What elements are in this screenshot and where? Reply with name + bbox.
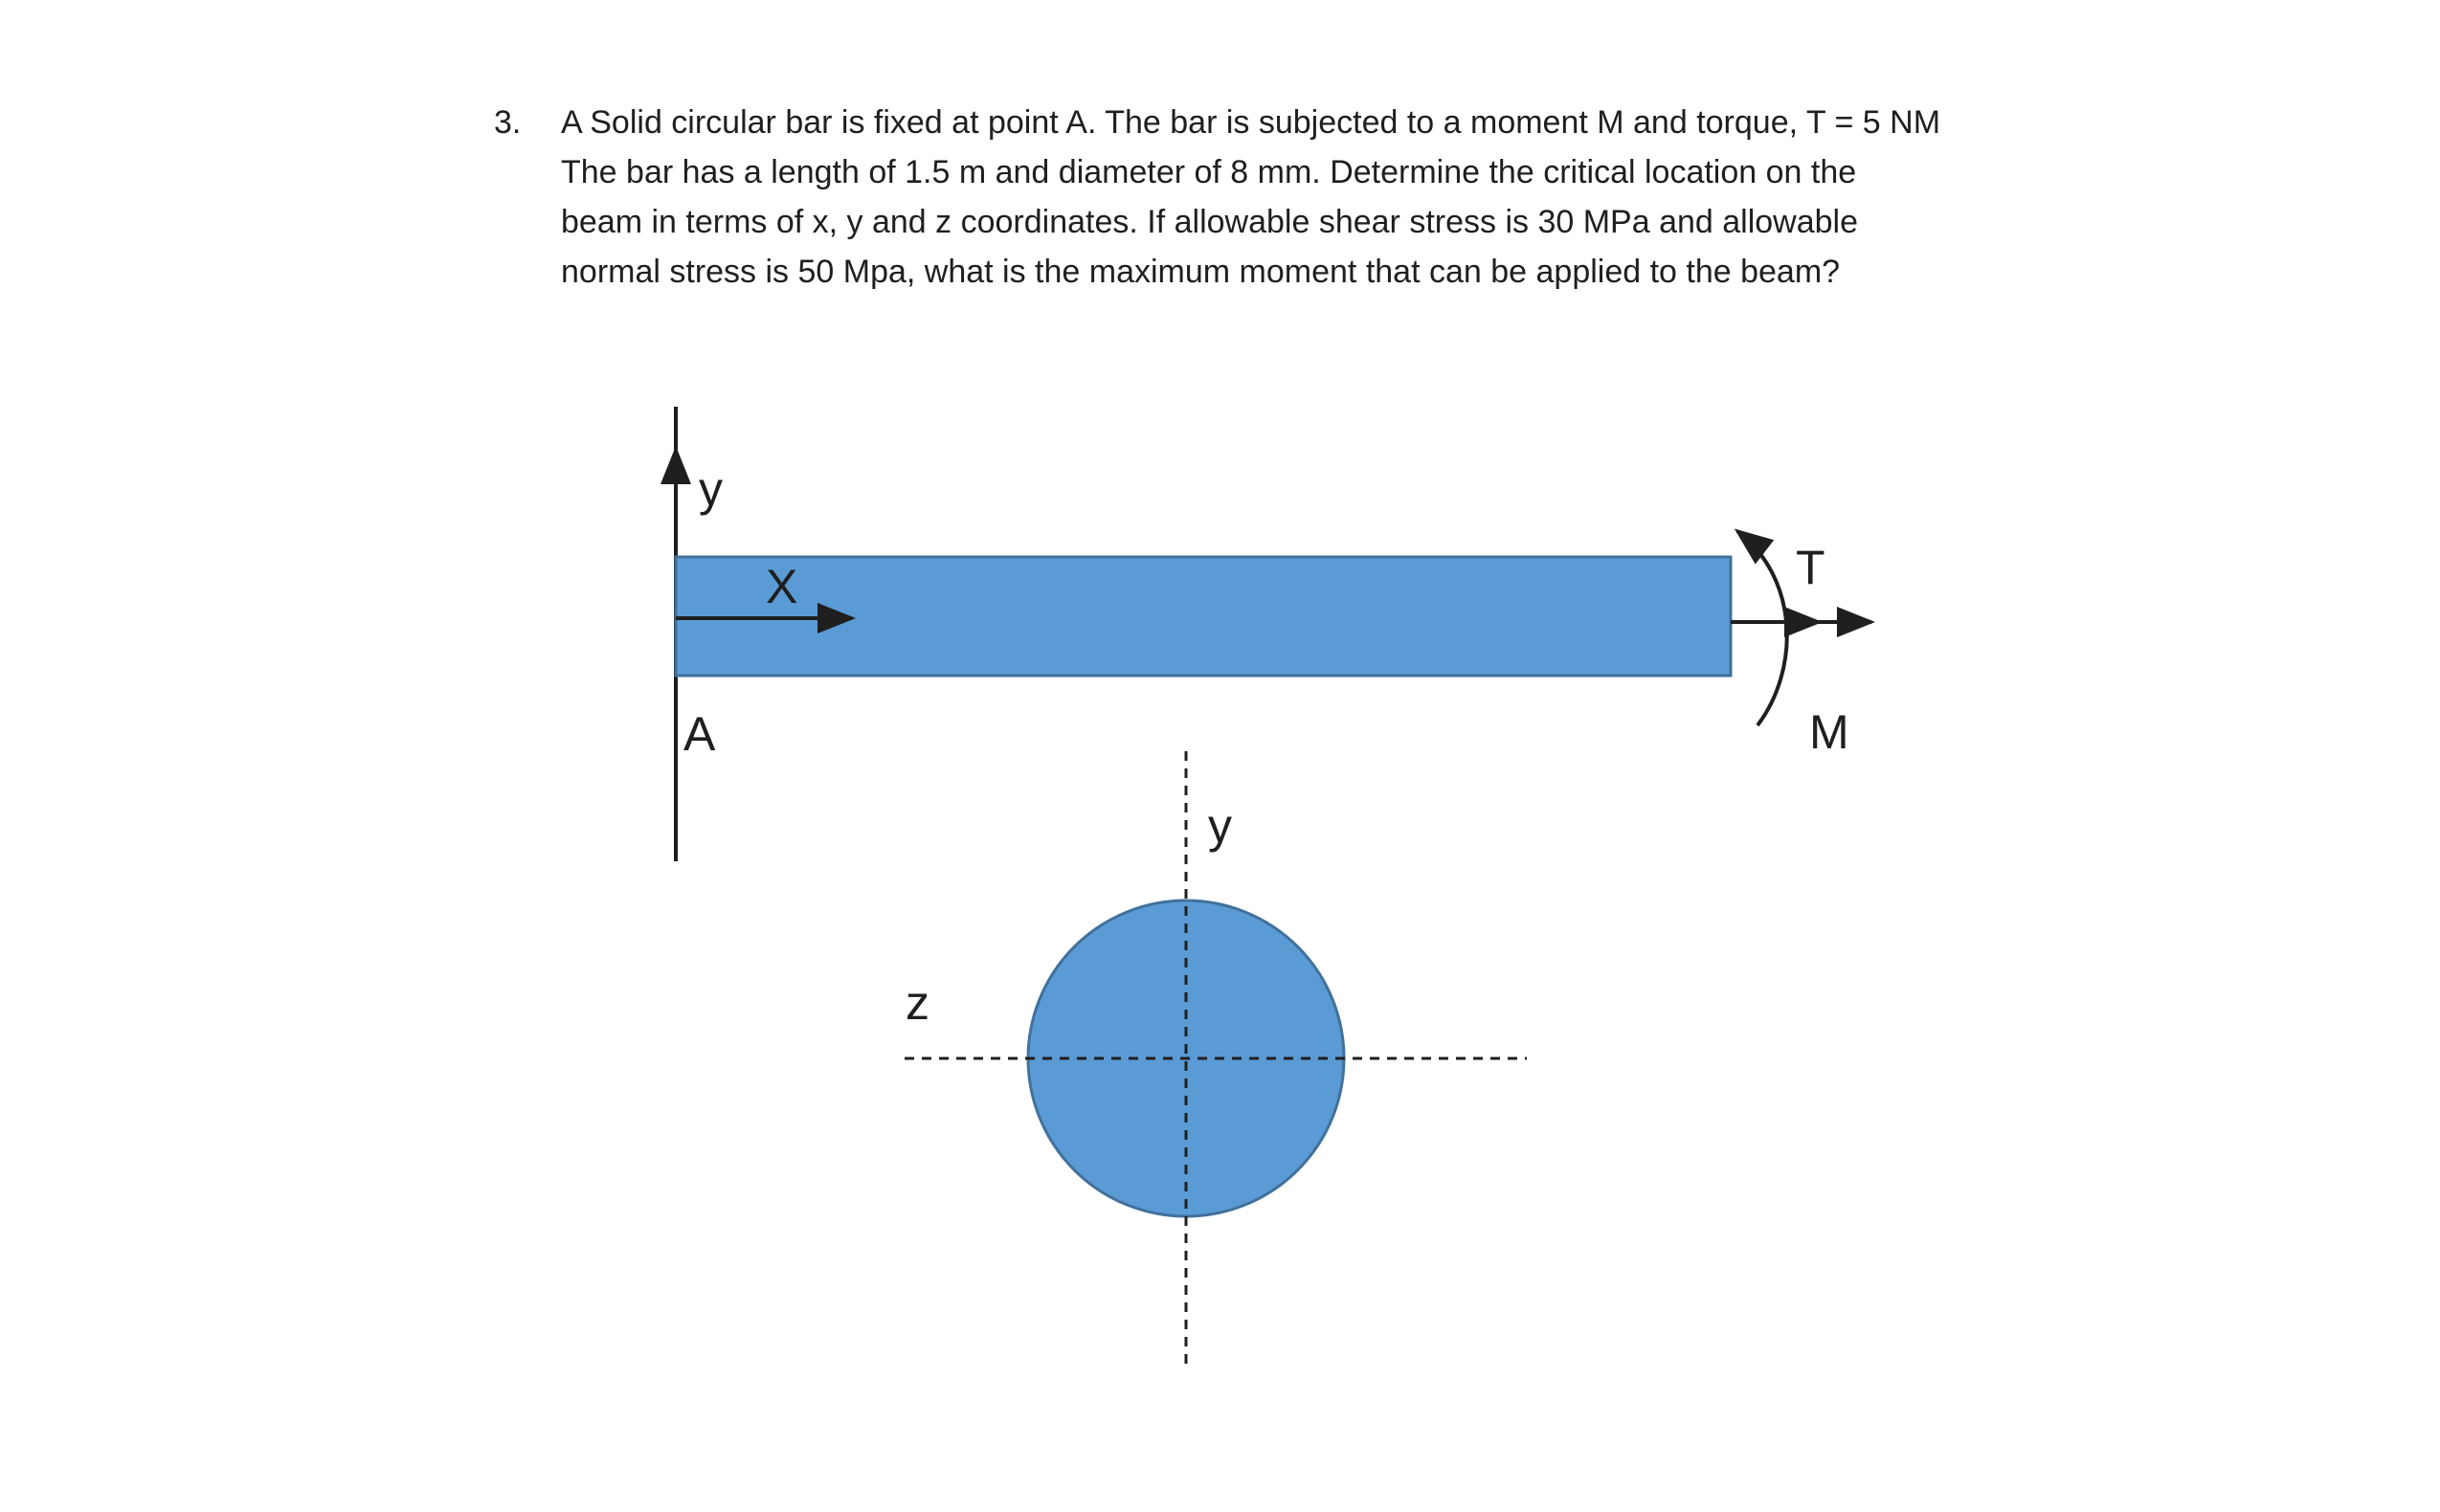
torque-arc [1737, 531, 1787, 725]
fixed-point-a-label: A [683, 707, 716, 761]
problem-line-1: A Solid circular bar is fixed at point A. The bar is subjected to a moment M and torque, T = 5 NM [561, 104, 1941, 141]
bar-side-view [676, 407, 1871, 861]
torque-t-label: T [1796, 541, 1825, 594]
problem-number: 3. [494, 104, 522, 141]
cross-section-y-label: y [1208, 799, 1232, 853]
problem-line-3: beam in terms of x, y and z coordinates. If allowable shear stress is 30 MPa and allowable [561, 204, 1859, 240]
cross-section-view [905, 751, 1527, 1368]
moment-m-label: M [1809, 705, 1849, 759]
bar-x-label: X [766, 560, 798, 613]
problem-line-4: normal stress is 50 Mpa, what is the maximum moment that can be applied to the beam? [561, 254, 1841, 290]
problem-line-2: The bar has a length of 1.5 m and diameter of 8 mm. Determine the critical location on the [561, 154, 1857, 190]
bar-y-label: y [699, 462, 723, 516]
cross-section-z-label: z [906, 976, 929, 1030]
